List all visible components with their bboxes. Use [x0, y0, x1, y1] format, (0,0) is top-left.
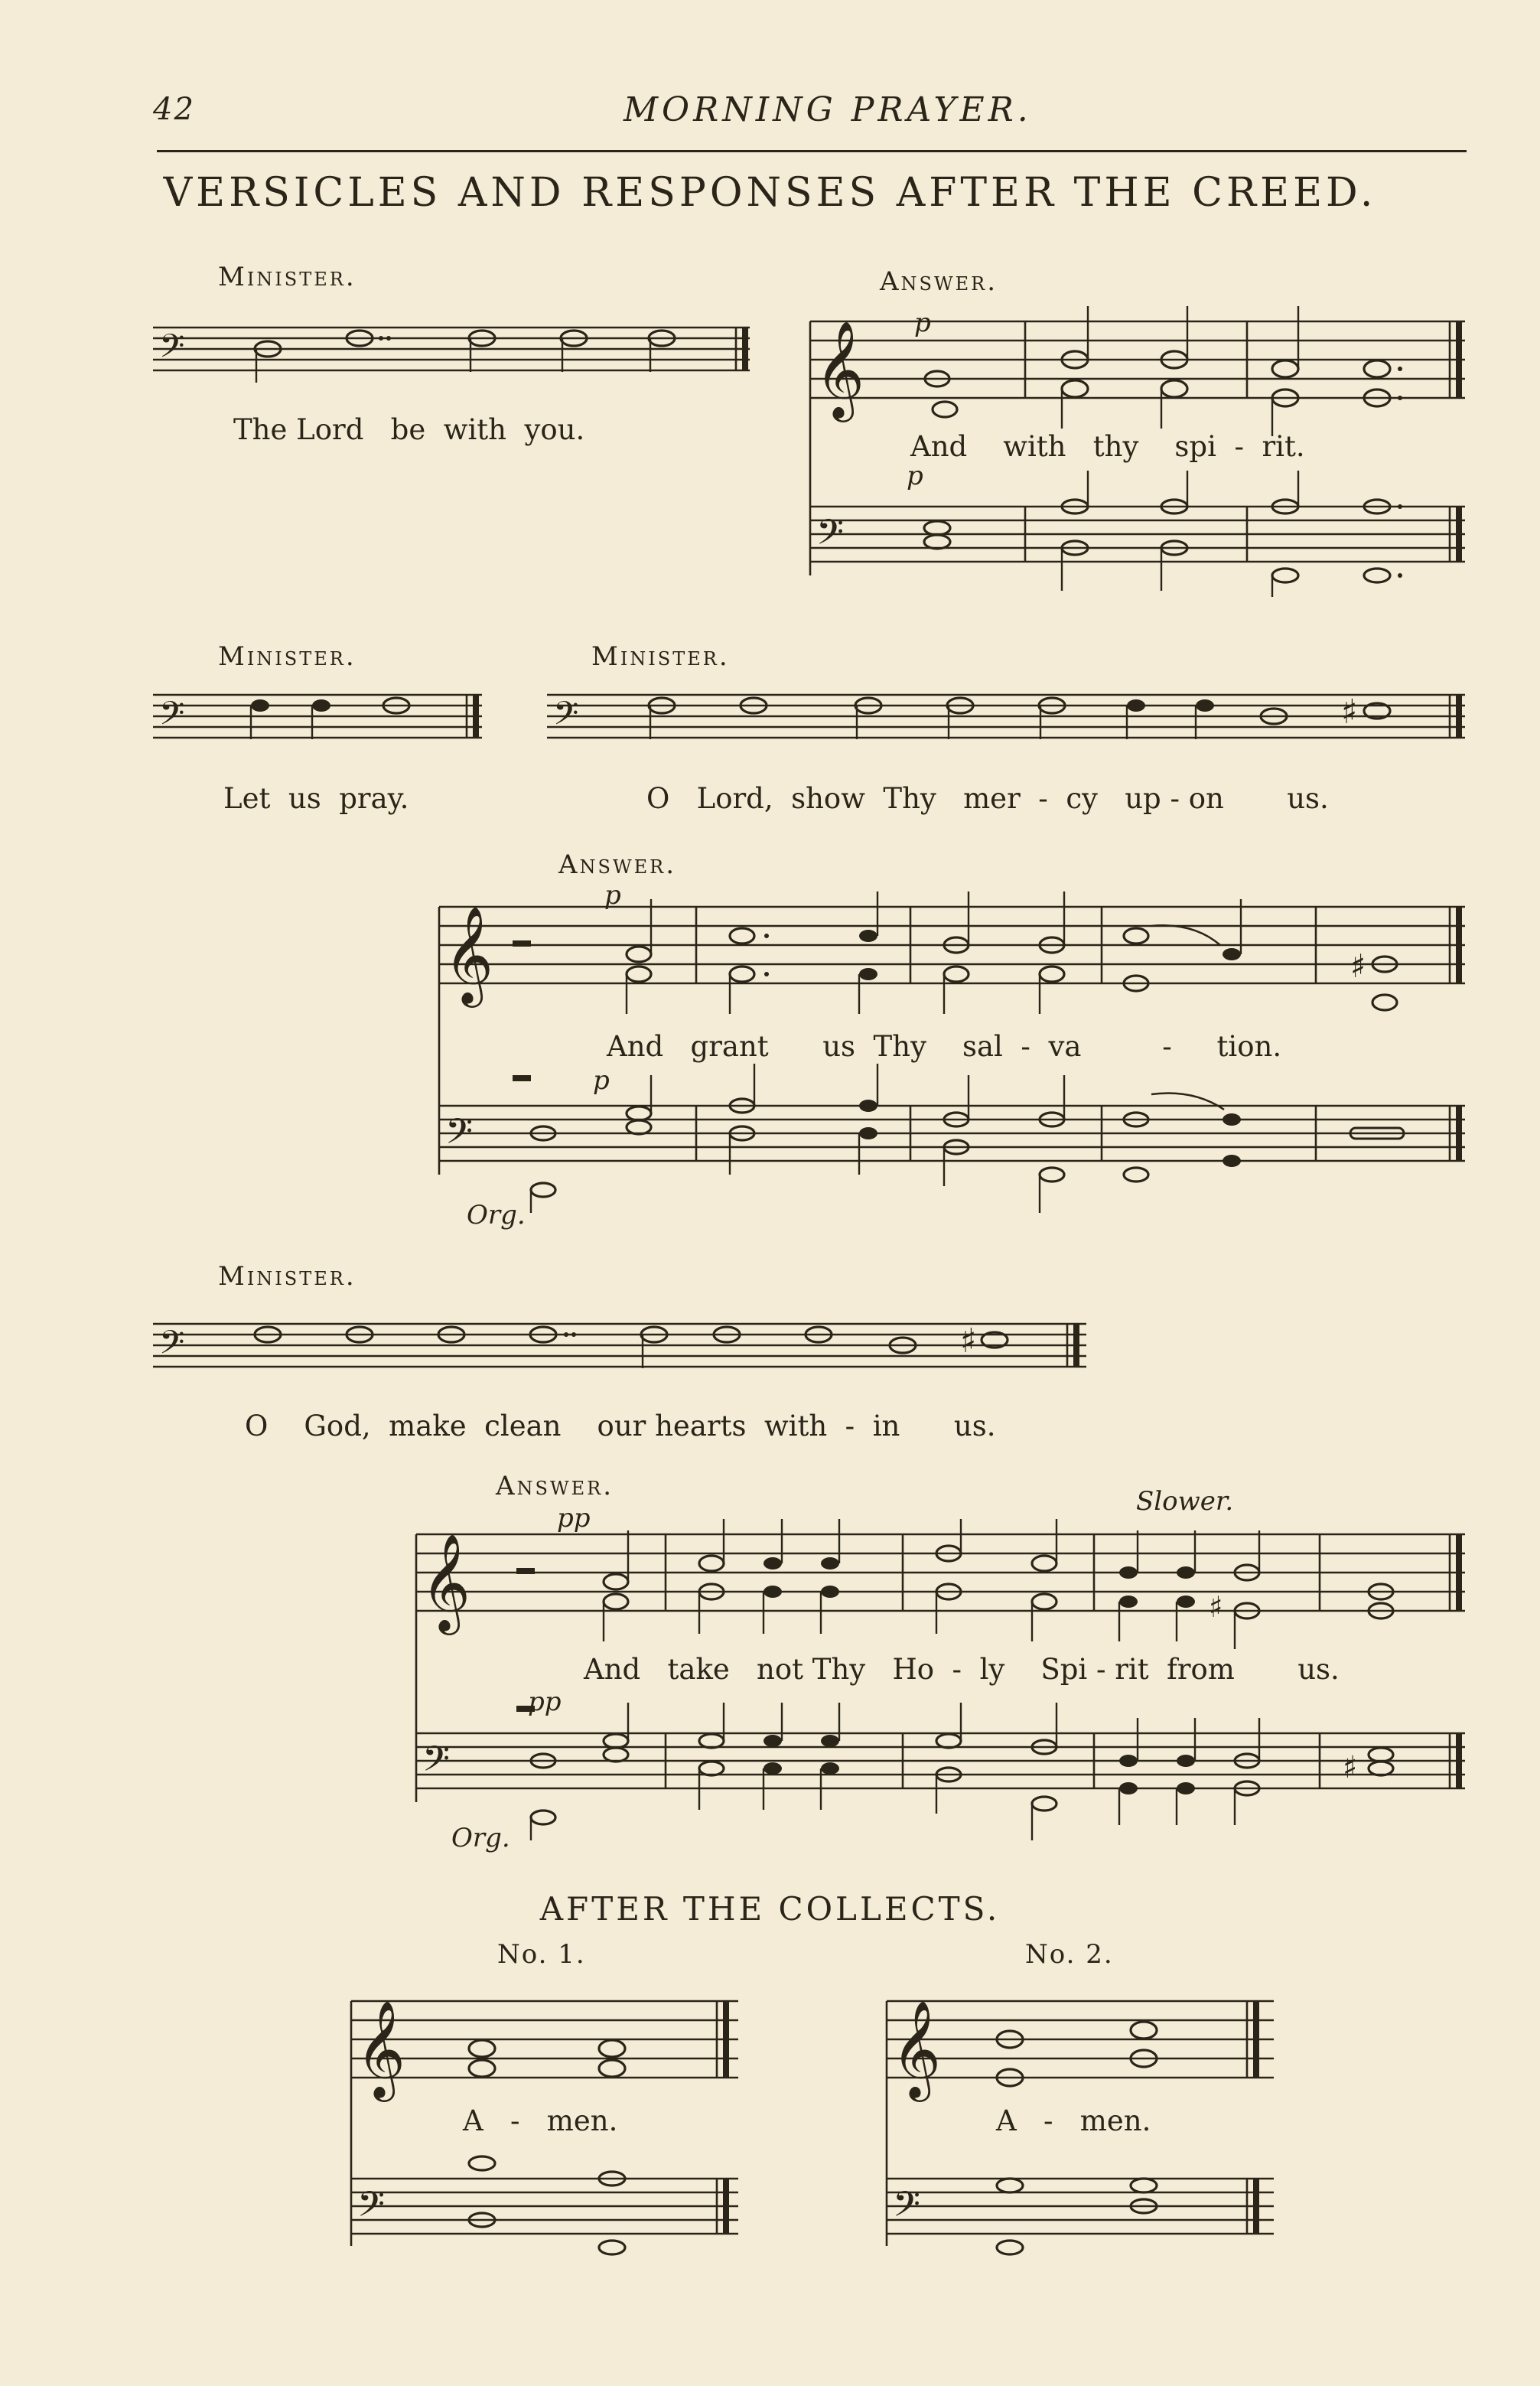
- bass-clef-icon: 𝄢: [422, 1739, 451, 1788]
- dynamic-mark: pp: [557, 1503, 591, 1534]
- bass-clef-icon: 𝄢: [445, 1111, 474, 1161]
- running-title: MORNING PRAYER.: [623, 90, 1032, 129]
- bass-staff-lines: [351, 2179, 738, 2234]
- bass-clef-icon: 𝄢: [159, 1324, 185, 1370]
- page-number: 42: [153, 92, 195, 127]
- dynamic-mark: p: [914, 308, 931, 338]
- bass-clef-icon: 𝄢: [159, 328, 185, 373]
- minister-label: Minister.: [218, 262, 357, 292]
- answer-lyrics: And grant us Thy sal - va - tion.: [607, 1030, 1282, 1063]
- organ-label: Org.: [467, 1200, 526, 1230]
- treble-clef-icon: 𝄞: [356, 2000, 406, 2098]
- staff-lines: [153, 328, 750, 370]
- sharp-icon: ♯: [1209, 1590, 1223, 1624]
- amen-2-lyrics: A - men.: [996, 2104, 1151, 2137]
- bass-clef-icon: 𝄢: [159, 695, 185, 741]
- bass-staff-lines: [810, 507, 1465, 562]
- bass-clef-icon: 𝄢: [893, 2184, 921, 2234]
- minister-staff: [153, 1318, 1094, 1394]
- minister-staff: [547, 689, 1473, 765]
- header-rule: [157, 150, 1467, 152]
- treble-staff-lines: [810, 321, 1465, 398]
- minister-staff: [153, 689, 490, 765]
- tempo-mark: Slower.: [1136, 1486, 1234, 1517]
- answer-label: Answer.: [496, 1471, 614, 1501]
- staff-lines: [153, 1324, 1086, 1367]
- answer-lyrics: And with thy spi - rit.: [910, 430, 1305, 463]
- treble-staff-lines: [887, 2001, 1274, 2078]
- organ-dynamic: p: [593, 1065, 610, 1096]
- section-title: VERSICLES AND RESPONSES AFTER THE CREED.: [163, 170, 1377, 216]
- answer-label: Answer.: [880, 266, 998, 297]
- minister-staff: [153, 321, 757, 398]
- staff-lines: [547, 695, 1465, 738]
- bass-clef-icon: 𝄢: [816, 512, 845, 562]
- minister-label: Minister.: [218, 641, 357, 672]
- treble-clef-icon: 𝄞: [444, 905, 494, 1003]
- treble-staff-lines: [416, 1534, 1465, 1611]
- minister-lyrics: O God, make clean our hearts with - in us.: [245, 1410, 996, 1442]
- treble-staff-lines: [439, 907, 1465, 983]
- minister-lyrics: Let us pray.: [223, 782, 409, 815]
- bass-clef-icon: 𝄢: [553, 695, 579, 741]
- sharp-icon: ♯: [960, 1322, 977, 1361]
- sharp-icon: ♯: [1350, 947, 1366, 985]
- answer-label: Answer.: [558, 849, 677, 880]
- treble-clef-icon: 𝄞: [815, 320, 865, 418]
- amen-1-lyrics: A - men.: [463, 2104, 618, 2137]
- collects-title: AFTER THE COLLECTS.: [539, 1890, 1001, 1928]
- sharp-icon: ♯: [1343, 1750, 1358, 1785]
- minister-label: Minister.: [218, 1261, 357, 1292]
- treble-clef-icon: 𝄞: [421, 1533, 471, 1631]
- minister-label: Minister.: [591, 641, 730, 672]
- answer-lyrics: And take not Thy Ho - ly Spi - rit from us.: [584, 1653, 1340, 1686]
- treble-staff-lines: [351, 2001, 738, 2078]
- dynamic-mark: p: [604, 880, 621, 911]
- amen-1-label: No. 1.: [497, 1939, 586, 1970]
- sharp-icon: ♯: [1341, 693, 1358, 732]
- bass-clef-icon: 𝄢: [357, 2184, 386, 2234]
- treble-clef-icon: 𝄞: [891, 2000, 942, 2098]
- bass-staff-lines: [887, 2179, 1274, 2234]
- organ-label: Org.: [451, 1823, 510, 1853]
- organ-dynamic: pp: [528, 1687, 562, 1717]
- minister-lyrics: O Lord, show Thy mer - cy up - on us.: [646, 782, 1329, 815]
- organ-dynamic: p: [907, 461, 923, 491]
- amen-2-label: No. 2.: [1025, 1939, 1114, 1970]
- minister-lyrics: The Lord be with you.: [233, 413, 585, 446]
